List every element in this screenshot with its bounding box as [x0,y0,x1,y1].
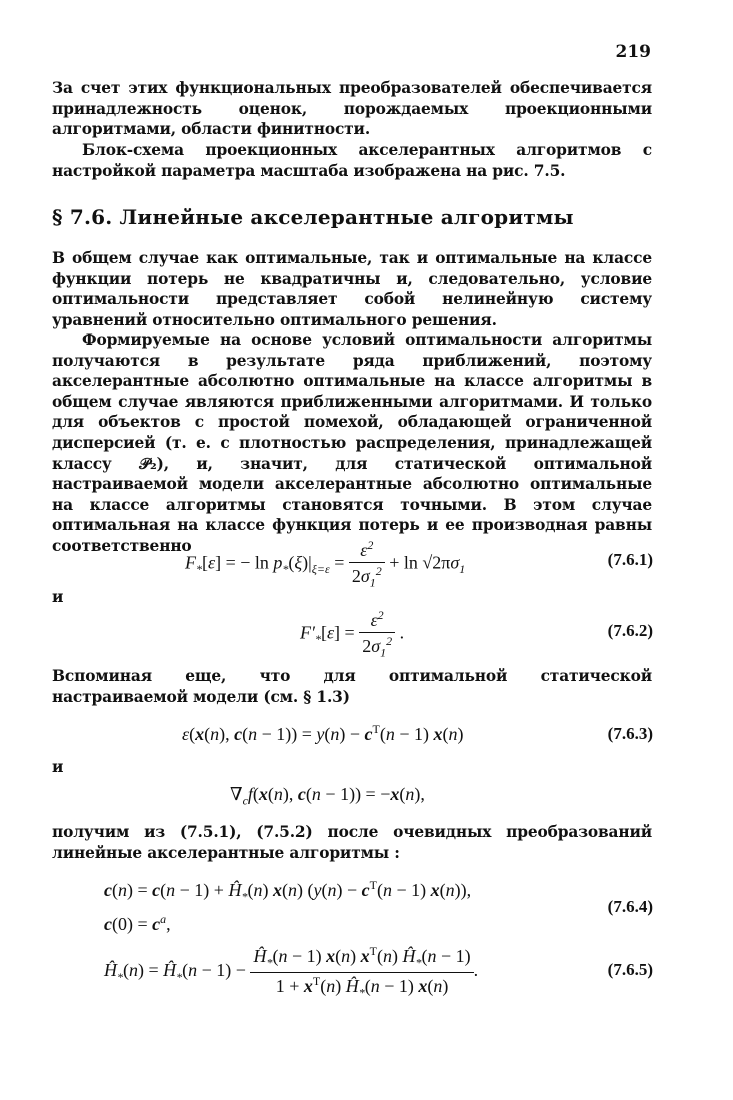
equation-7-6-1: $F_*[\varepsilon]$ = − $\ln p_*(\xi)|_{\xi=\varepsilon}$ = $\frac{\varepsilon^2}{2\sigma_1^2}$ + $\ln √2\pi\sigma_1$ [185,538,466,590]
page-number: 219 [615,42,651,62]
equation-gradient: $\nabla_cf(x(n)$, c(n − 1)) = −x(n), [230,784,425,808]
conjunction-and-1: и [52,588,64,606]
paragraph-6: получим из (7.5.1), (7.5.2) после очевидных преобразований линейные акселерантные алгоритмы : [52,823,652,862]
paragraph-1: За счет этих функциональных преобразователей обеспечивается принадлежность оценок, порождаемых проекционными алгоритмами, области финитности. [52,79,652,139]
conjunction-and-2: и [52,758,64,776]
paragraph-4: Формируемые на основе условий оптимальности алгоритмы получаются в результате ряда приближений, поэтому акселерантные абсолютно оптимальные на классе алгоритмы в общем случае являются приближенными алгоритмами. И только для объектов с простой помехой, обладающей ограниченной дисперсией (т. е. с плотностью распределения, принадлежащей классу 𝒫₂), и, значит, для статической оптимальной настраиваемой модели акселерантные абсолютно оптимальные на классе алгоритмы становятся точными. В этом случае оптимальная на классе функция потерь и ее производная равны соответственно [52,331,652,555]
equation-number-7-6-2: (7.6.2) [607,621,653,640]
equation-number-7-6-4: (7.6.4) [607,897,653,916]
equation-number-7-6-5: (7.6.5) [607,960,653,979]
paragraph-3: В общем случае как оптимальные, так и оптимальные на классе функции потерь не квадратичны и, следовательно, условие оптимальности представляет собой нелинейную систему уравнений относительно оптимального решения. [52,249,652,329]
equation-7-6-3: ε(x(n), $c(n - 1)) = y(n) - c^T(n - 1)$ x(n) [182,722,464,744]
equation-7-6-4-line-2: $c(0) = c^a$, [104,912,171,934]
paragraph-2: Блок-схема проекционных акселерантных алгоритмов с настройкой параметра масштаба изображена на рис. 7.5. [52,141,652,180]
equation-7-6-5: $Ĥ_*(n)$ = $Ĥ_*(n - 1)$ − $\frac{Ĥ_*(n - 1) x(n) x^T(n) Ĥ_*(n - 1)}{1 + x^T(n) Ĥ_*(n - 1) x(n)}$ . [104,944,479,1000]
section-heading: § 7.6. Линейные акселерантные алгоритмы [52,205,574,229]
equation-number-7-6-1: (7.6.1) [607,550,653,569]
equation-7-6-2: $F'_*[\varepsilon]$ = $\frac{\varepsilon^2}{2\sigma_1^2}$ . [300,608,405,660]
equation-number-7-6-3: (7.6.3) [607,724,653,743]
equation-7-6-4-line-1: $c(n) = c(n - 1) + Ĥ_*(n)$ x(n) ($y(n) - c^T(n - 1)$ x(n)), [104,878,472,904]
paragraph-5: Вспоминая еще, что для оптимальной статической настраиваемой модели (см. § 1.3) [52,667,652,706]
